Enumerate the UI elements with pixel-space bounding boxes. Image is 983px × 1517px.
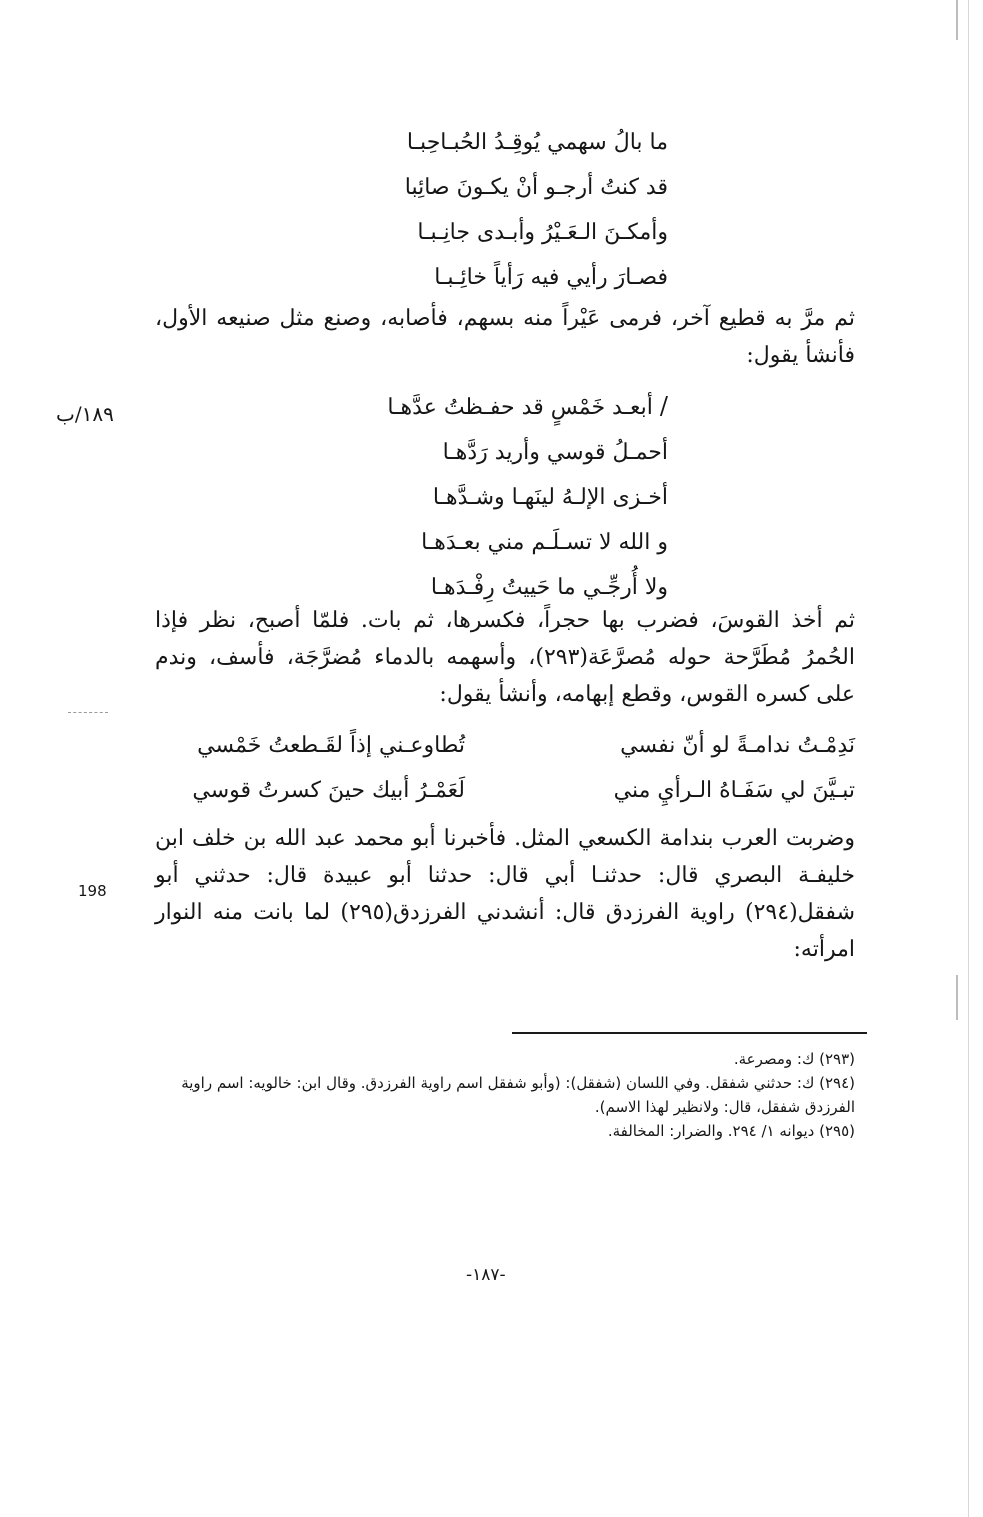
verse-line: أخـزى الإلـهُ لينَهـا وشـدَّهـا — [432, 485, 668, 510]
prose-paragraph-3: وضربت العرب بندامة الكسعي المثل. فأخبرنا أبو محمد عبد الله بن خلف ابن خليفـة البصري قال: حدثنـا أبي قال: حدثنا أبو عبيدة قال: حدثني أبو شفقل(٢٩٤) راوية الفرزدق قال: أنشدني الفرزدق(٢٩٥) لما بانت منه النوار امرأته: — [155, 826, 855, 962]
couplet — [165, 733, 855, 773]
scan-mark — [956, 0, 958, 40]
verse-text: أبعـد خَمْسٍ قد حفـظتُ عدَّهـا — [387, 395, 653, 420]
footnote: (٢٩٤) ك: حدثني شفقل. وفي اللسان (شفقل): (وأبو شفقل اسم راوية الفرزدق. وقال ابن: خالويه: اسم راوية الفرزدق شفقل، قال: ولانظير لهذا الاسم). — [181, 1074, 855, 1116]
verse-line: فصـارَ رأيي فيه رَأياً خائِـبـا — [434, 265, 668, 290]
verse-line: وأمكـنَ الـعَـيْرُ وأبـدى جانِـبـا — [417, 220, 668, 245]
verse-line: قد كنتُ أرجـو أنْ يكـونَ صائِبا — [404, 175, 668, 200]
hemistich-first: نَدِمْـتُ ندامـةً لو أنّ نفسي — [620, 733, 855, 758]
margin-dash — [68, 712, 108, 713]
hemistich-first: تبـيَّنَ لي سَفَـاهُ الـرأيِ مني — [613, 778, 855, 803]
folio-reference: ١٨٩/ب — [56, 402, 114, 426]
scan-edge-line — [968, 0, 969, 1517]
margin-page-number: 198 — [78, 882, 107, 900]
prose-paragraph-2: ثم أخذ القوسَ، فضرب بها حجراً، فكسرها، ثم بات. فلمّا أصبح، نظر فإذا الحُمرُ مُطَرَّحة حوله مُصرَّعَة(٢٩٣)، وأسهمه بالدماء مُضرَّجَة، فأسف، وندم على كسره القوس، وقطع إبهامه، وأنشأ يقول: — [155, 608, 855, 707]
footnote: (٢٩٣) ك: ومصرعة. — [733, 1050, 855, 1068]
verse-line: ولا أُرجِّـي ما حَييتُ رِفْـدَهـا — [430, 575, 668, 600]
verse-line: و الله لا تسـلَـم مني بعـدَهـا — [421, 530, 668, 555]
verse-line — [338, 384, 668, 430]
verse-line: ما بالُ سهمي يُوقِـدُ الحُبـاحِبـا — [406, 130, 668, 155]
verse-line: أحمـلُ قوسي وأريد رَدَّهـا — [442, 440, 668, 465]
hemistich-second: تُطاوعـني إذاً لقَـطعتُ خَمْسي — [197, 733, 465, 758]
verse-block-2 — [338, 384, 668, 610]
page-number: -١٨٧- — [466, 1265, 506, 1285]
couplet — [165, 778, 855, 818]
footnote-separator — [512, 1032, 867, 1034]
footnotes — [155, 1047, 855, 1143]
scan-mark — [956, 975, 958, 1020]
verse-block-1 — [338, 120, 668, 300]
footnote: (٢٩٥) ديوانه ١/ ٢٩٤. والضرار: المخالفة. — [607, 1122, 855, 1140]
folio-marker: / — [659, 392, 668, 420]
hemistich-second: لَعَمْـرُ أبيك حينَ كسرتُ قوسي — [192, 778, 465, 803]
prose-paragraph-1: ثم مرَّ به قطيع آخر، فرمى عَيْراً منه بسهم، فأصابه، وصنع مثل صنيعه الأول، فأنشأ يقول: — [155, 306, 855, 368]
